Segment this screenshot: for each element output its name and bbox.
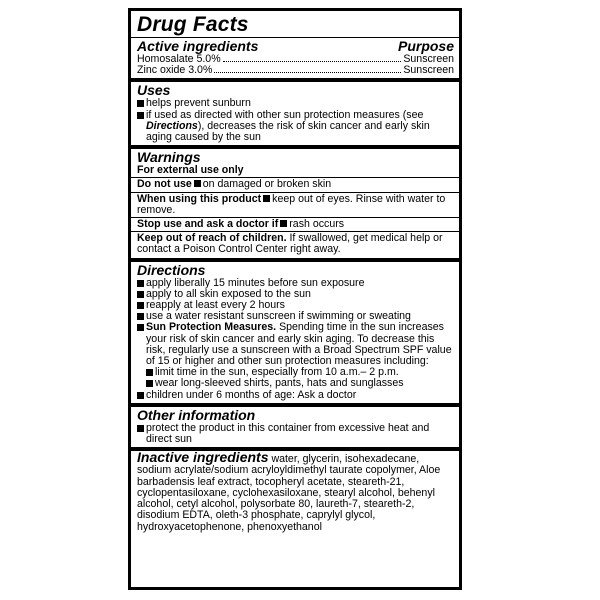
- inactive-ingredients-heading: Inactive ingredients: [137, 449, 269, 466]
- other-information-item: protect the product in this container from excessive heat and direct sun: [137, 423, 454, 445]
- directions-item: apply to all skin exposed to the sun: [137, 289, 454, 300]
- directions-item: apply liberally 15 minutes before sun exposure: [137, 278, 454, 289]
- external-use-label: For external use only: [137, 164, 244, 177]
- ingredient-name: Homosalate 5.0%: [137, 53, 221, 65]
- uses-heading: Uses: [137, 82, 171, 99]
- directions-item: children under 6 months of age: Ask a doctor: [137, 390, 454, 401]
- purpose-heading: Purpose: [397, 38, 454, 54]
- active-ingredient-row: [137, 65, 454, 76]
- uses-text: if used as directed with other sun protection measures (see: [146, 108, 424, 121]
- sun-protection-label: Sun Protection Measures.: [146, 321, 277, 334]
- ingredient-name: Zinc oxide 3.0%: [137, 64, 213, 77]
- uses-directions-ref: Directions: [146, 119, 198, 132]
- directions-item: use a water resistant sunscreen if swimming or sweating: [137, 311, 454, 322]
- uses-text: ), decreases the risk of skin cancer and early skin aging caused by the sun: [146, 119, 430, 144]
- uses-item: helps prevent sunburn: [137, 98, 454, 109]
- stop-use-text: rash occurs: [289, 218, 345, 231]
- directions-subitem: limit time in the sun, especially from 10 a.m.– 2 p.m.: [137, 367, 454, 378]
- dot-leader: [223, 54, 402, 62]
- bullet-square: [194, 180, 201, 187]
- inactive-ingredients-text: water, glycerin, isohexadecane, sodium acrylate/sodium acryloyldimethyl taurate copolymer, Aloe barbadensis leaf extract, tocopheryl acetate, steareth-21, cyclopentasiloxane, cyclohexasiloxane, stearyl alcohol, behenyl alcohol, cetyl alcohol, polysorbate 80, laureth-7, steareth-2, disodium EDTA, oleth-3 phosphate, caprylyl glycol, hydroxyacetophenone, phenoxyethanol: [137, 453, 441, 533]
- directions-subitem: wear long-sleeved shirts, pants, hats and sunglasses: [137, 378, 454, 389]
- keep-out-label: Keep out of reach of children.: [137, 232, 287, 245]
- drug-facts-panel: [128, 8, 462, 590]
- panel-title: Drug Facts: [137, 13, 249, 36]
- ingredient-purpose: Sunscreen: [403, 64, 454, 77]
- inactive-ingredients-block: [137, 449, 454, 533]
- divider: [131, 78, 459, 82]
- when-using-label: When using this product: [137, 192, 262, 205]
- when-using-line: [137, 194, 454, 216]
- bullet-square: [263, 195, 270, 202]
- dot-leader: [214, 65, 401, 73]
- other-information-heading: Other information: [137, 406, 256, 423]
- do-not-use-label: Do not use: [137, 178, 192, 191]
- active-ingredients-heading: Active ingredients: [137, 38, 259, 54]
- external-use-line: [137, 165, 454, 176]
- warnings-heading: Warnings: [137, 149, 201, 166]
- do-not-use-text: on damaged or broken skin: [202, 178, 332, 191]
- do-not-use-line: [137, 179, 454, 190]
- bullet-square: [280, 220, 287, 227]
- keep-out-line: [137, 233, 454, 255]
- active-ingredients-header: [137, 39, 454, 54]
- when-using-text: keep out of eyes. Rinse with water to remove.: [137, 192, 446, 216]
- directions-item: [137, 322, 454, 367]
- ingredient-purpose: Sunscreen: [403, 53, 454, 65]
- sun-protection-text: Spending time in the sun increases your risk of skin cancer and early skin aging. To decrease this risk, regularly use a sunscreen with a Broad Spectrum SPF value of 15 or higher and other sun protection measures including:: [146, 321, 452, 368]
- keep-out-text: If swallowed, get medical help or contact a Poison Control Center right away.: [137, 232, 443, 256]
- stop-use-line: [137, 219, 454, 230]
- uses-item: [137, 110, 454, 144]
- directions-heading: Directions: [137, 261, 206, 278]
- directions-item: reapply at least every 2 hours: [137, 300, 454, 311]
- stop-use-label: Stop use and ask a doctor if: [137, 218, 279, 231]
